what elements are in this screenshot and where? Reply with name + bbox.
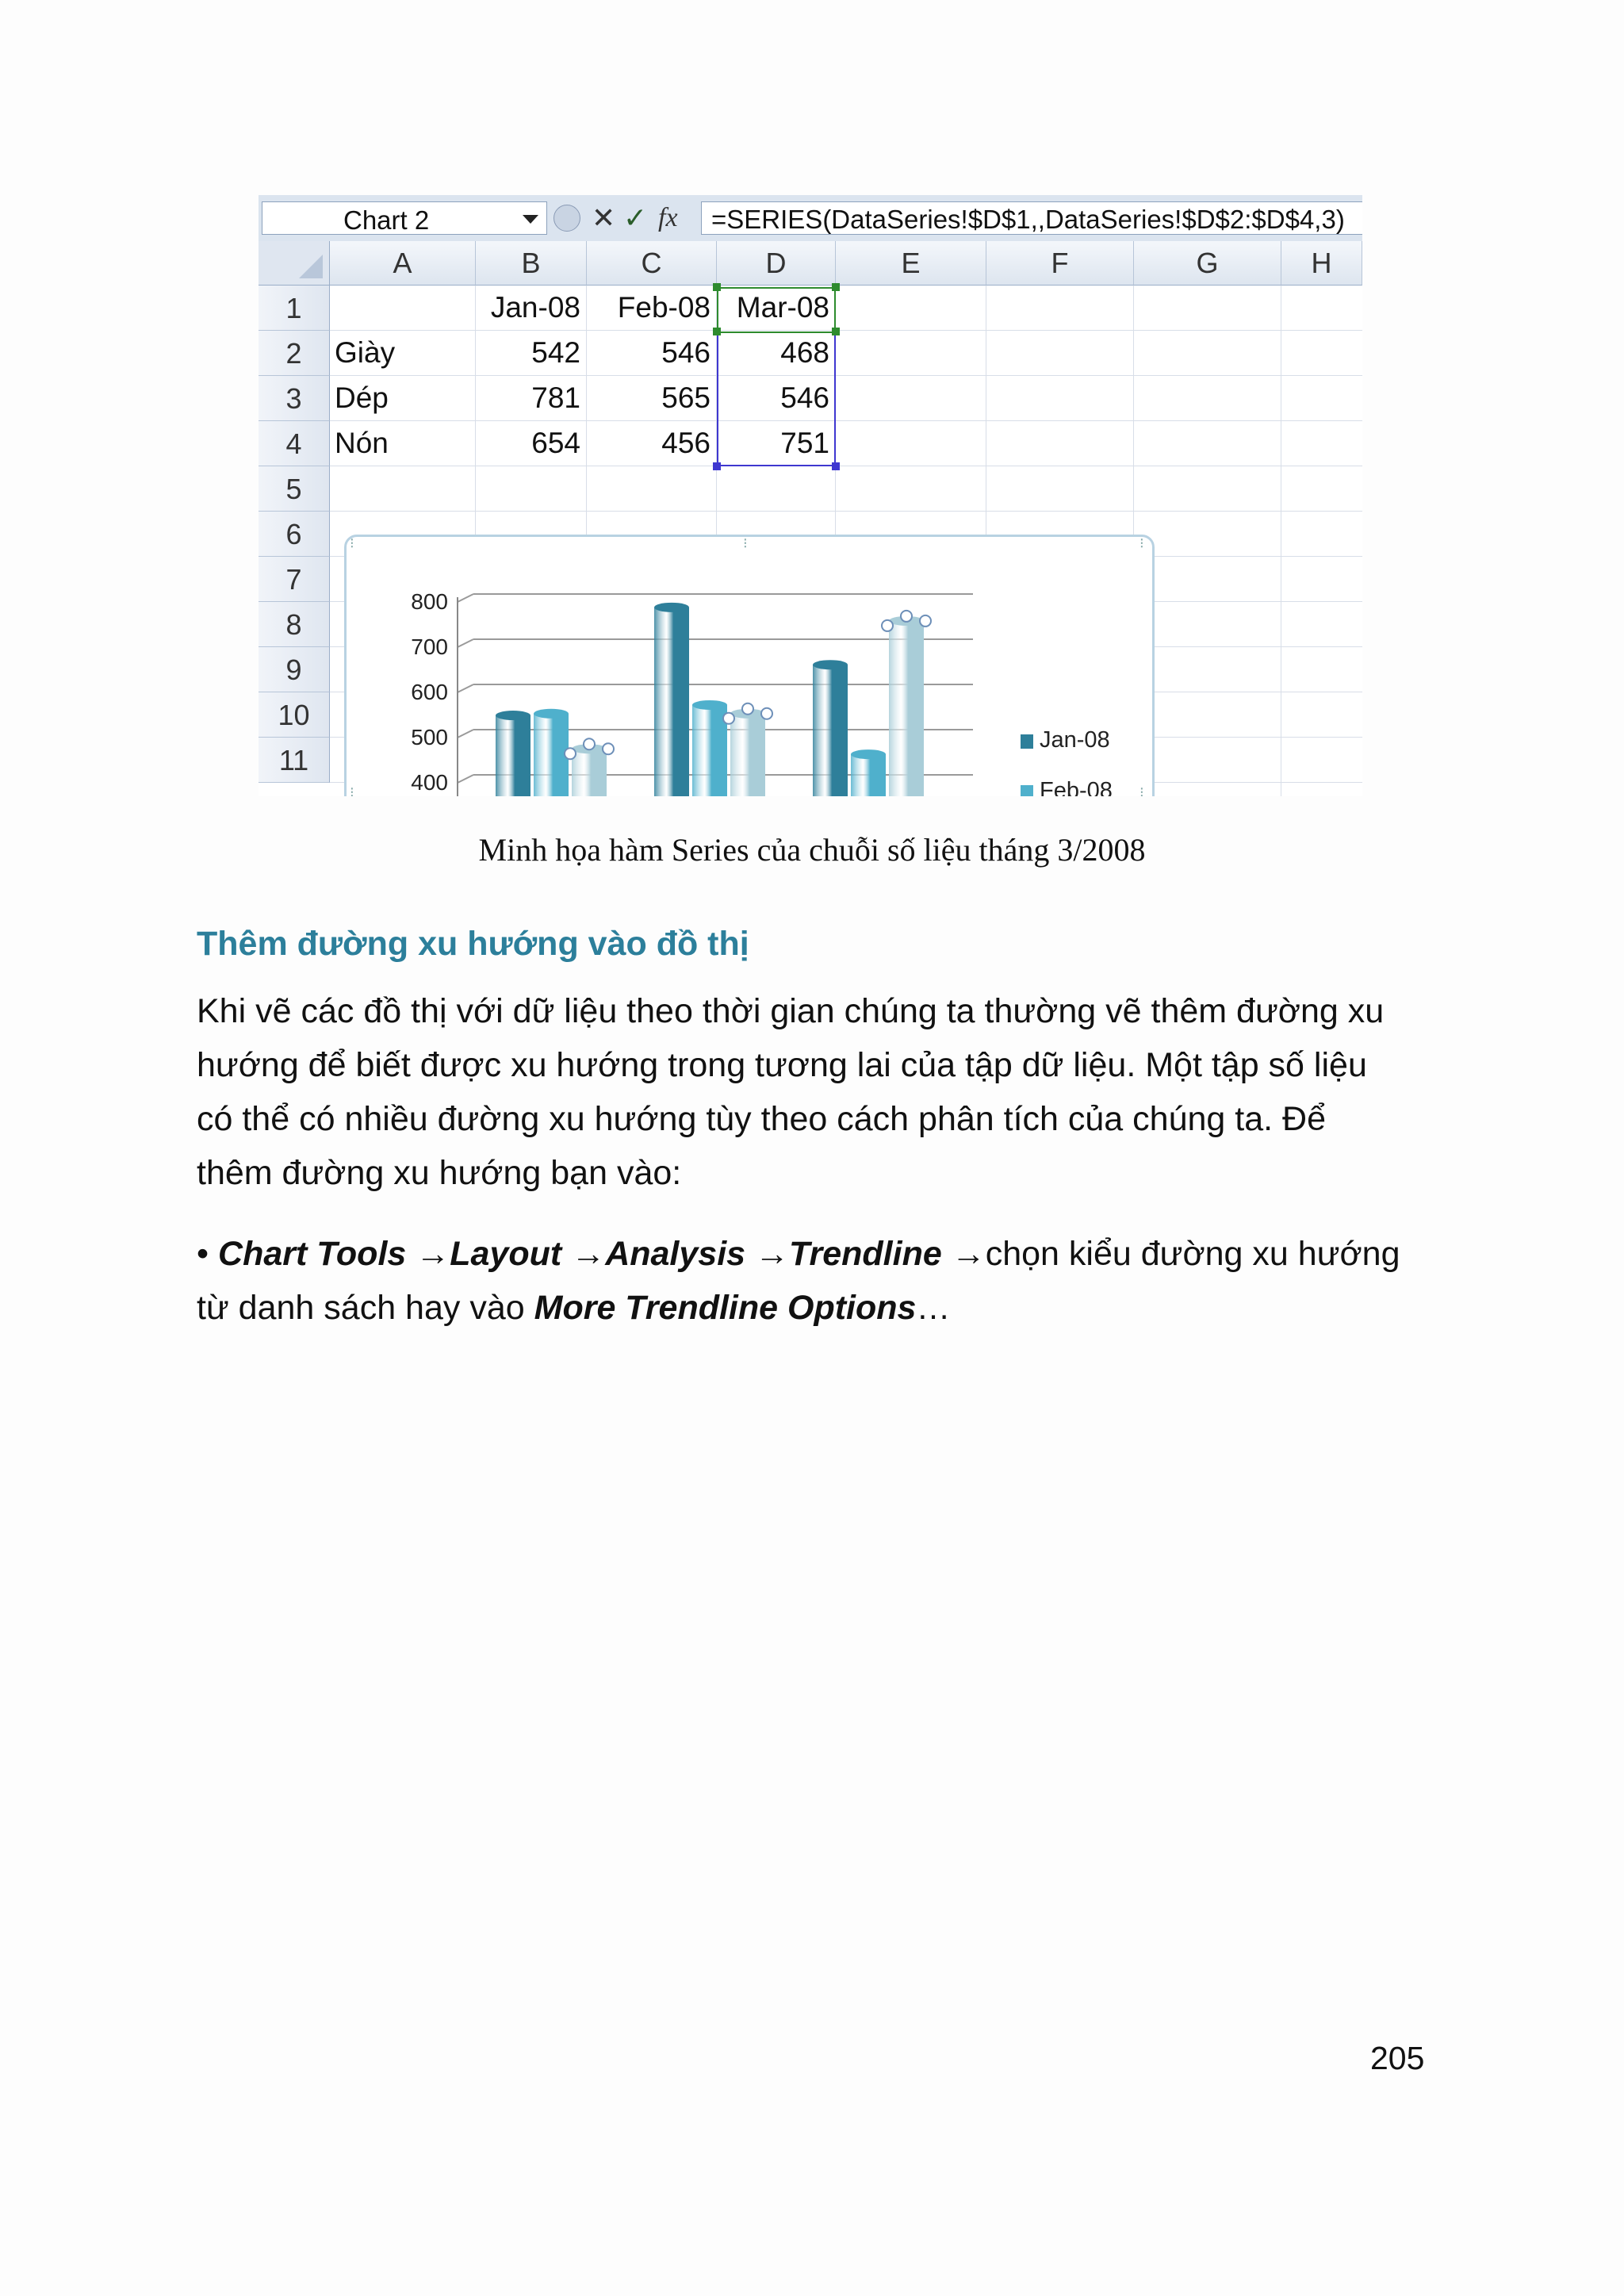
y-tick-label: 800 bbox=[411, 589, 448, 614]
bar-top bbox=[692, 700, 727, 710]
name-box-dropdown-icon[interactable] bbox=[523, 215, 538, 224]
column-header-e[interactable]: E bbox=[836, 241, 986, 286]
bullet-item bbox=[197, 1227, 1465, 1335]
gridline bbox=[458, 730, 473, 738]
column-chart: 800700600500400300Jan-08Feb-08⁝⁝ ⁝⁝ ⁝ bbox=[347, 537, 1152, 796]
row-header-3[interactable]: 3 bbox=[259, 376, 330, 421]
arrow-icon: → bbox=[755, 1235, 790, 1273]
cell-value[interactable]: 546 bbox=[661, 336, 710, 369]
series-selection-handle bbox=[723, 713, 734, 724]
row-header-10[interactable]: 10 bbox=[259, 692, 330, 738]
chart-resize-grip: ⁝ bbox=[1139, 537, 1144, 551]
cell-header-c[interactable]: Feb-08 bbox=[617, 291, 710, 324]
cell-value[interactable]: 654 bbox=[531, 427, 580, 459]
cell-label[interactable]: Giày bbox=[335, 336, 396, 369]
bar-top bbox=[534, 709, 569, 719]
row-header-7[interactable]: 7 bbox=[259, 557, 330, 602]
legend-label: Feb-08 bbox=[1040, 778, 1113, 803]
formula-bar bbox=[259, 195, 1362, 242]
formula-input[interactable] bbox=[701, 201, 1362, 235]
series-selection-handle bbox=[742, 703, 753, 715]
chart-resize-grip: ⁝ bbox=[743, 537, 748, 551]
selection-handle[interactable] bbox=[713, 328, 721, 335]
y-tick-label: 600 bbox=[411, 680, 448, 704]
row-header-6[interactable]: 6 bbox=[259, 512, 330, 557]
enter-check-icon[interactable]: ✓ bbox=[623, 201, 648, 234]
y-tick-label: 400 bbox=[411, 770, 448, 795]
bullet-line-1 bbox=[197, 1227, 1465, 1281]
column-header-g[interactable]: G bbox=[1134, 241, 1281, 286]
bar-jan-08 bbox=[654, 608, 689, 796]
cell-value[interactable]: 468 bbox=[780, 336, 829, 369]
bar-top bbox=[496, 711, 530, 720]
gridline bbox=[458, 639, 473, 647]
name-box-value: Chart 2 bbox=[343, 205, 430, 235]
cell-label[interactable]: Dép bbox=[335, 381, 389, 414]
bullet-line-2 bbox=[197, 1281, 1465, 1335]
bar-feb-08 bbox=[692, 705, 727, 796]
row-header-8[interactable]: 8 bbox=[259, 602, 330, 647]
figure-caption: Minh họa hàm Series của chuỗi số liệu tháng 3/2008 bbox=[478, 832, 1146, 868]
cell-header-d[interactable]: Mar-08 bbox=[736, 291, 829, 324]
embedded-chart[interactable] bbox=[344, 535, 1155, 840]
series-name-selection bbox=[717, 287, 836, 333]
column-header-a[interactable]: A bbox=[330, 241, 476, 286]
chart-resize-grip: ⁝ bbox=[350, 784, 354, 800]
cell-label[interactable]: Nón bbox=[335, 427, 389, 459]
y-tick-label: 700 bbox=[411, 634, 448, 659]
arrow-icon: → bbox=[416, 1235, 450, 1273]
chart-resize-grip: ⁝ bbox=[1139, 784, 1144, 800]
paragraph-line: thêm đường xu hướng bạn vào: bbox=[197, 1154, 682, 1192]
arrow-icon: → bbox=[571, 1235, 606, 1273]
splitter-knob-icon[interactable] bbox=[553, 205, 580, 232]
section-heading: Thêm đường xu hướng vào đồ thị bbox=[197, 925, 749, 963]
gridline bbox=[458, 594, 473, 602]
bar-jan-08 bbox=[496, 715, 530, 796]
chart-resize-grip: ⁝ bbox=[350, 537, 354, 551]
selection-handle[interactable] bbox=[713, 283, 721, 291]
arrow-icon: → bbox=[951, 1235, 986, 1273]
bar-top bbox=[851, 749, 886, 759]
row-header-4[interactable]: 4 bbox=[259, 421, 330, 466]
row-header-9[interactable]: 9 bbox=[259, 647, 330, 692]
row-header-1[interactable]: 1 bbox=[259, 286, 330, 331]
cell-value[interactable]: 781 bbox=[531, 381, 580, 414]
ellipsis: … bbox=[916, 1289, 951, 1327]
series-selection-handle bbox=[920, 615, 931, 627]
series-data-selection bbox=[717, 332, 836, 466]
bar-feb-08 bbox=[534, 714, 569, 796]
column-header-d[interactable]: D bbox=[717, 241, 836, 286]
cell-value[interactable]: 542 bbox=[531, 336, 580, 369]
bullet-tail: chọn kiểu đường xu hướng bbox=[985, 1235, 1400, 1273]
row-header-11[interactable]: 11 bbox=[259, 738, 330, 783]
legend-swatch bbox=[1021, 734, 1033, 749]
gridline bbox=[330, 511, 1362, 512]
series-selection-handle bbox=[584, 738, 595, 749]
body-paragraph bbox=[197, 984, 1450, 1200]
bar-mar-08 bbox=[730, 714, 765, 796]
selection-handle[interactable] bbox=[832, 283, 840, 291]
bar-mar-08 bbox=[572, 749, 607, 796]
selection-handle[interactable] bbox=[832, 462, 840, 470]
column-header-f[interactable]: F bbox=[986, 241, 1134, 286]
menu-path-trendline: Trendline bbox=[789, 1235, 942, 1273]
legend-swatch bbox=[1021, 785, 1033, 796]
series-selection-handle bbox=[882, 620, 893, 631]
cancel-icon[interactable]: ✕ bbox=[592, 201, 616, 234]
row-header-2[interactable]: 2 bbox=[259, 331, 330, 376]
cell-value[interactable]: 751 bbox=[780, 427, 829, 459]
excel-screenshot bbox=[259, 195, 1362, 840]
bullet-mark: • bbox=[197, 1235, 209, 1273]
series-selection-handle bbox=[761, 708, 772, 719]
more-trendline-options: More Trendline Options bbox=[534, 1289, 917, 1327]
legend-label: Jan-08 bbox=[1040, 727, 1110, 753]
selection-handle[interactable] bbox=[832, 328, 840, 335]
select-all-corner[interactable] bbox=[259, 241, 330, 286]
bar-jan-08 bbox=[813, 665, 848, 796]
column-header-h[interactable]: H bbox=[1281, 241, 1362, 286]
bar-top bbox=[654, 603, 689, 612]
bar-top bbox=[813, 660, 848, 669]
column-header-c[interactable]: C bbox=[587, 241, 717, 286]
series-selection-handle bbox=[565, 748, 576, 759]
column-header-b[interactable]: B bbox=[476, 241, 587, 286]
bar-mar-08 bbox=[889, 621, 924, 796]
formula-buttons bbox=[550, 201, 701, 235]
cell-value[interactable]: 456 bbox=[661, 427, 710, 459]
cell-header-b[interactable]: Jan-08 bbox=[490, 291, 580, 324]
formula-text: =SERIES(DataSeries!$D$1,,DataSeries!$D$2:$D$4,3) bbox=[711, 205, 1345, 234]
name-box[interactable] bbox=[262, 201, 547, 235]
cell-value[interactable]: 565 bbox=[661, 381, 710, 414]
page-number: 205 bbox=[1370, 2040, 1425, 2076]
menu-path-layout: Layout bbox=[450, 1235, 562, 1273]
paragraph-line: hướng để biết được xu hướng trong tương lai của tập dữ liệu. Một tập số liệu bbox=[197, 1046, 1367, 1084]
gridline bbox=[458, 684, 473, 692]
y-tick-label: 500 bbox=[411, 725, 448, 749]
bar-feb-08 bbox=[851, 754, 886, 796]
paragraph-line: Khi vẽ các đồ thị với dữ liệu theo thời gian chúng ta thường vẽ thêm đường xu bbox=[197, 992, 1385, 1030]
cell-value[interactable]: 546 bbox=[780, 381, 829, 414]
series-selection-handle bbox=[603, 743, 614, 754]
row-header-5[interactable]: 5 bbox=[259, 466, 330, 512]
insert-function-icon[interactable]: fx bbox=[658, 203, 678, 232]
menu-path-analysis: Analysis bbox=[605, 1235, 746, 1273]
bullet-line2-prefix: từ danh sách hay vào bbox=[197, 1289, 534, 1327]
gridline bbox=[458, 775, 473, 783]
menu-path-chart-tools: Chart Tools bbox=[218, 1235, 407, 1273]
series-selection-handle bbox=[901, 611, 912, 622]
paragraph-line: có thể có nhiều đường xu hướng tùy theo cách phân tích của chúng ta. Để bbox=[197, 1100, 1326, 1138]
selection-handle[interactable] bbox=[713, 462, 721, 470]
